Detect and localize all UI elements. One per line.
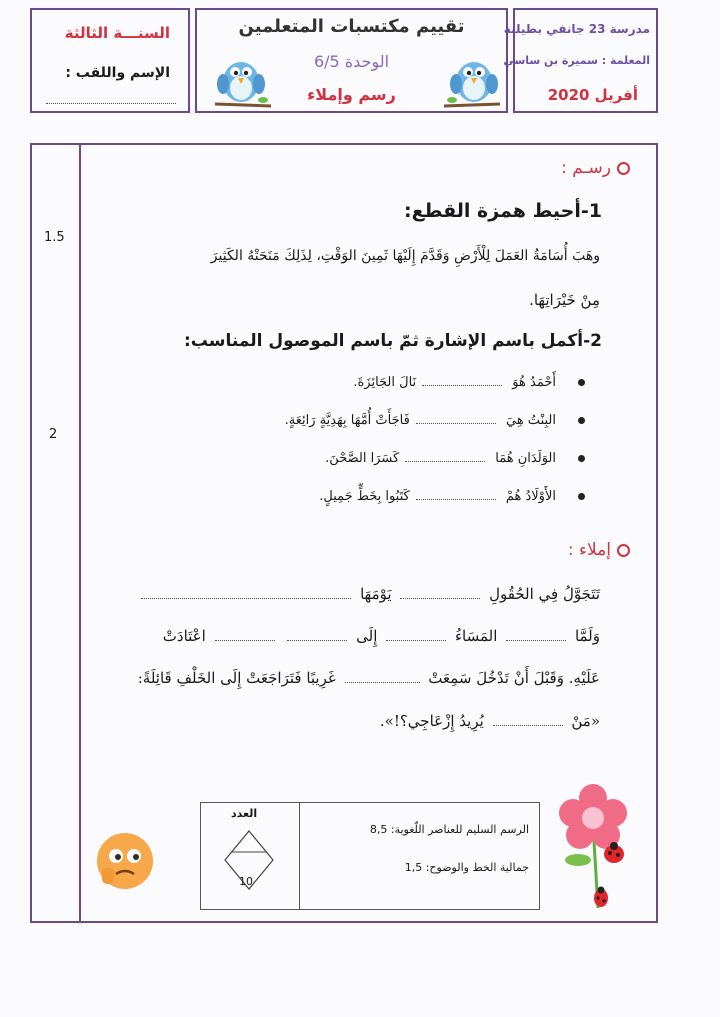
bird-icon — [211, 48, 273, 112]
dictation-blank[interactable] — [345, 682, 420, 683]
name-label: الإسم واللقب : — [65, 65, 170, 81]
criteria-line2: جمالية الخط والوضوح: 1,5 — [404, 861, 529, 874]
dictation-blank[interactable] — [386, 640, 446, 641]
question1-line2: مِنْ خَيْرَاتِهَا. — [529, 291, 600, 309]
bird-icon — [442, 48, 504, 112]
question2-title: 2-أكمل باسم الإشارة ثمّ باسم الموصول المناسب: — [184, 331, 602, 351]
header-left-box — [30, 8, 190, 113]
answer-blank[interactable] — [405, 461, 485, 462]
dictation-blank[interactable] — [400, 598, 480, 599]
list-item: أَحْمَدُ هُوَ نَالَ الجَائِزَةَ. — [145, 375, 585, 413]
criteria-line1: الرسم السليم للعناصر اللّغوية: 8,5 — [369, 823, 529, 836]
score-label: العدد — [231, 807, 258, 820]
drawing-heading: رسـم : — [561, 158, 630, 178]
header-right-box — [503, 8, 658, 113]
assessment-title: تقييم مكتسبات المتعلمين — [238, 16, 465, 37]
question2-list — [145, 375, 585, 527]
thinking-emoji-icon — [92, 828, 158, 894]
answer-blank[interactable] — [422, 385, 502, 386]
dictation-line1: تَتَجَوَّلُ فِي الحُقُولِ يَوْمَهَا — [112, 585, 600, 603]
unit-label: الوحدة 6/5 — [313, 52, 390, 71]
dictation-blank[interactable] — [506, 640, 566, 641]
name-field[interactable] — [46, 103, 176, 104]
dictation-line2: وَلَمَّا المَسَاءُ إِلَى اعْتَادَتْ — [162, 627, 600, 645]
grade-label: السنـــة الثالثة — [64, 24, 170, 42]
grading-table — [200, 802, 540, 910]
answer-blank[interactable] — [416, 499, 496, 500]
bullet-icon — [578, 417, 585, 424]
dictation-blank[interactable] — [141, 598, 351, 599]
dictation-heading: إملاء : — [568, 540, 630, 560]
answer-blank[interactable] — [416, 423, 496, 424]
ladybug-icon — [592, 886, 610, 908]
bullet-icon — [578, 379, 585, 386]
question1-title: 1-أحيط همزة القطع: — [403, 200, 602, 222]
subject-label: رسم وإملاء — [307, 85, 396, 104]
score-part2: 2 — [49, 427, 58, 442]
dictation-blank[interactable] — [215, 640, 275, 641]
circle-bullet-icon — [617, 544, 630, 557]
header-center-box — [195, 8, 508, 113]
score-total: 10 — [239, 875, 253, 888]
dictation-blank[interactable] — [287, 640, 347, 641]
circle-bullet-icon — [617, 162, 630, 175]
list-item: الأَوْلَادُ هُمْ كَتَبُوا بِخَطٍّ جَمِيلٍ. — [145, 489, 585, 527]
score-part1: 1.5 — [44, 230, 65, 245]
question1-line1: وهَبَ أُسَامَةُ العَمَلَ لِلْأَرْضِ وَقَدَّمَ إِلَيْهَا ثَمِينَ الوَقْتِ، لِذَلِكَ مَنَحَتْهُ الكَثِيرَ — [210, 248, 600, 264]
date-label: أفريل 2020 — [547, 86, 638, 104]
ladybug-icon — [602, 842, 626, 864]
table-divider — [299, 803, 300, 909]
dictation-line3: عَلَيْهِ. وَقَبْلَ أَنْ تَدْخُلَ سَمِعَتْ غَرِيبًا فَتَرَاجَعَتْ إِلَى الخَلْفِ قَائِلَةً: — [137, 669, 600, 687]
dictation-blank[interactable] — [493, 725, 563, 726]
list-item: البِنْتُ هِيَ فَاجَأَتْ أُمَّهَا بِهَدِيَّةٍ رَائِعَةٍ. — [145, 413, 585, 451]
list-item: الوَلَدَانِ هُمَا كَسَرَا الصَّحْنَ. — [145, 451, 585, 489]
school-name: مدرسة 23 جانفي بطيلبة — [503, 22, 650, 36]
bullet-icon — [578, 455, 585, 462]
teacher-name: المعلمة : سميرة بن ساسي — [503, 54, 650, 67]
score-column-divider — [79, 145, 81, 921]
bullet-icon — [578, 493, 585, 500]
dictation-line4: «مَنْ يُرِيدُ إِزْعَاجِي؟!». — [379, 712, 600, 730]
